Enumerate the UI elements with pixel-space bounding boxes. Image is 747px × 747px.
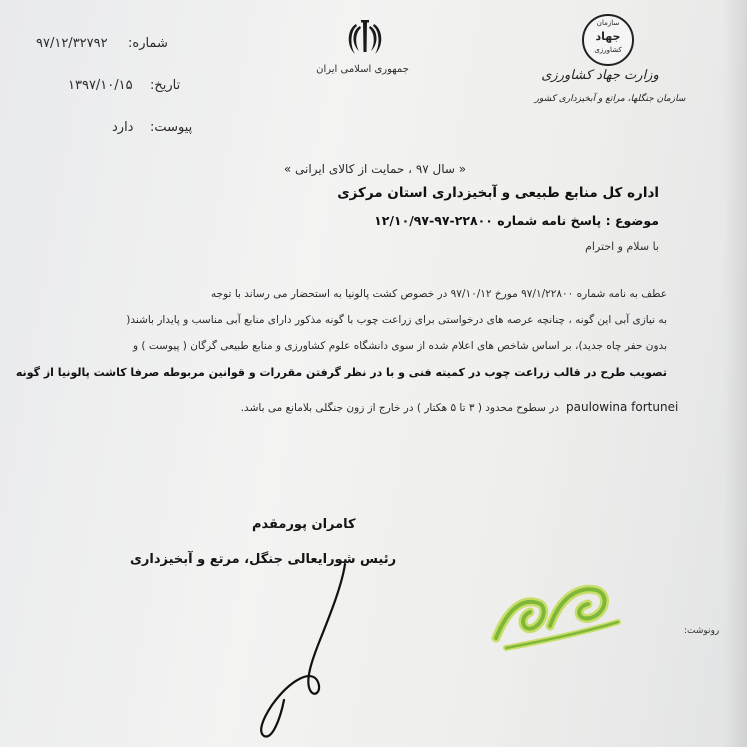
body-line-3: بدون حفر چاه جدید)، بر اساس شاخص های اعلام شده از سوی دانشگاه علوم کشاورزی و منابع طبیعی گرگان ( پیوست ) و bbox=[132, 340, 667, 352]
slogan: « سال ۹۷ ، حمایت از کالای ایرانی » bbox=[283, 162, 467, 176]
date-label: تاریخ: bbox=[150, 78, 181, 93]
number-label: شماره: bbox=[128, 36, 168, 51]
signatory-title: رئیس شورایعالی جنگل، مرتع و آبخیزداری bbox=[130, 552, 397, 567]
body-line-5: در سطوح محدود ( ۳ تا ۵ هکتار ) در خارج از زون جنگلی بلامانع می باشد. bbox=[240, 402, 559, 414]
page-shadow bbox=[723, 0, 747, 747]
iran-emblem-icon bbox=[343, 16, 387, 60]
body-line-4: تصویب طرح در قالب زراعت چوب در کمیته فنی و با در نظر گرفتن مقررات و قوانین مربوطه صرفا کاشت پالونیا از گونه bbox=[15, 366, 667, 379]
logo-top-text: سازمان bbox=[596, 19, 620, 27]
body-line-1: عطف به نامه شماره ۹۷/۱/۲۲۸۰۰ مورخ ۹۷/۱۰/۱۲ در خصوص کشت پالونیا به استحضار می رساند با توجه bbox=[211, 288, 667, 300]
emblem-caption: جمهوری اسلامی ایران bbox=[316, 64, 409, 75]
number-value: ۹۷/۱۲/۳۲۷۹۲ bbox=[36, 36, 108, 51]
organization-name: سازمان جنگلها، مراتع و آبخیزداری کشور bbox=[534, 94, 686, 104]
date-value: ۱۳۹۷/۱۰/۱۵ bbox=[68, 78, 133, 93]
jahad-logo bbox=[582, 14, 634, 66]
signatory-name: کامران پورمقدم bbox=[252, 517, 356, 532]
handwritten-signature bbox=[250, 560, 370, 740]
recipient: اداره کل منابع طبیعی و آبخیزداری استان مرکزی bbox=[337, 185, 659, 201]
subject: موضوع : پاسخ نامه شماره ۲۲۸۰۰-۹۷-۱۲/۱۰/۹۷ bbox=[374, 213, 659, 228]
ministry-name: وزارت جهاد کشاورزی bbox=[541, 68, 659, 83]
attachment-value: دارد bbox=[112, 120, 134, 135]
logo-sub-text: کشاورزی bbox=[594, 46, 622, 54]
cc-label: رونوشت: bbox=[684, 626, 720, 636]
body-line-2: به نیازی آبی این گونه ، چنانچه عرصه های درخواستی برای زراعت چوب با گونه مذکور دارای منابع آبی مناسب و پایدار باشند( bbox=[126, 314, 667, 326]
attachment-label: پیوست: bbox=[150, 120, 193, 135]
species-latin-name: paulowina fortunei bbox=[566, 400, 679, 414]
green-world-watermark bbox=[478, 568, 628, 658]
greeting: با سلام و احترام bbox=[585, 240, 659, 253]
logo-text: جهاد bbox=[595, 30, 621, 43]
